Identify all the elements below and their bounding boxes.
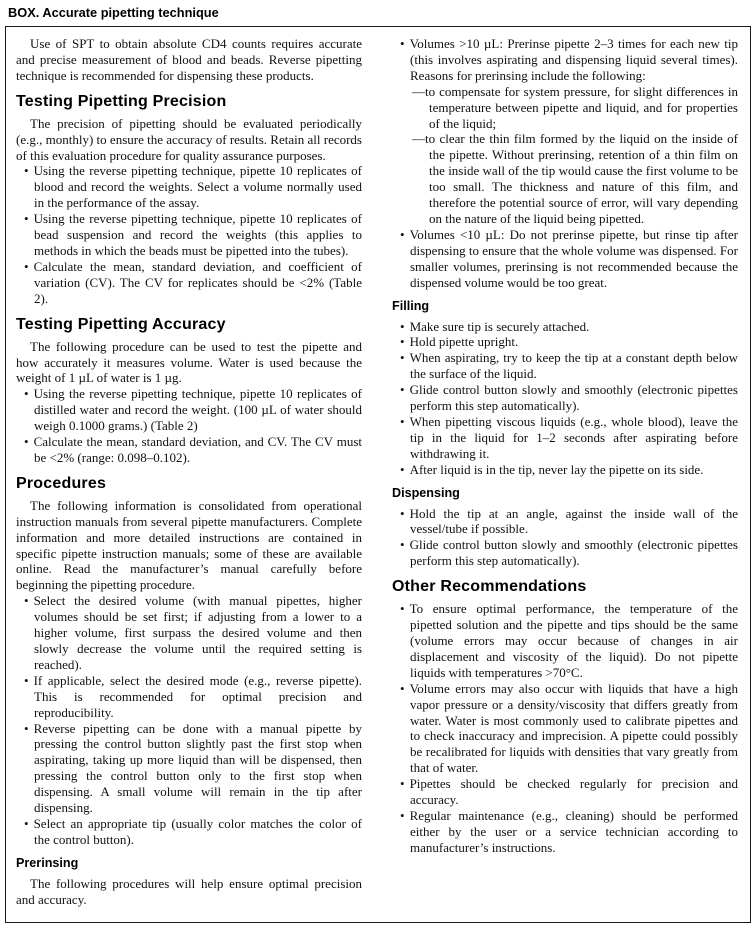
bullet-icon: • <box>400 334 405 350</box>
paragraph: The following procedures will help ensure optimal precision and accuracy. <box>16 875 362 907</box>
item-text: Calculate the mean, standard deviation, and CV. The CV must be <2% (range: 0.098–0.102). <box>33 434 362 465</box>
section-heading: Testing Pipetting Accuracy <box>16 315 226 333</box>
bullet-icon: • <box>24 163 29 179</box>
item-text: When aspirating, try to keep the tip at a constant depth below the surface of the liquid. <box>409 350 738 382</box>
box-title: BOX. Accurate pipetting technique <box>8 5 219 20</box>
dash-item <box>392 84 738 132</box>
item-text: Volumes >10 µL: Prerinse pipette 2–3 times for each new tip (this involves aspirating and dispensing liquid several times). Reasons for prerinsing include the following: <box>409 36 738 83</box>
item-text: To ensure optimal performance, the temperature of the pipetted solution and the pipette and tips should be the same (volume errors may occur because of changes in air displacement and viscosity of the liquid). Do not pipette liquids with temperatures >70°C. <box>409 601 738 680</box>
bullet-item <box>392 382 738 414</box>
bullet-item <box>392 808 738 856</box>
item-text: Volume errors may also occur with liquids that have a high vapor pressure or a density/viscosity that differs greatly from water. Water is most commonly used to calibrate pipettes and to check inaccuracy and imprecision. A pipette could possibly be recalibrated for liquids with densities that vary greatly from that of water. <box>409 680 738 776</box>
bullet-icon: • <box>400 382 405 398</box>
paragraph: Use of SPT to obtain absolute CD4 counts requires accurate and precise measurement of blood and beads. Reverse pipetting technique is recommended for dispensing these products. <box>16 36 362 83</box>
item-text: Using the reverse pipetting technique, pipette 10 replicates of blood and record the weights. Select a volume normally used in the performance of the assay. <box>33 163 362 211</box>
bullet-icon: • <box>400 807 405 823</box>
bullet-item <box>16 386 362 434</box>
bullet-icon: • <box>400 776 405 792</box>
bullet-icon: • <box>24 815 29 831</box>
item-text: Hold the tip at an angle, against the inside wall of the vessel/tube if possible. <box>409 505 738 537</box>
bullet-icon: • <box>24 258 29 274</box>
bullet-item <box>392 36 738 84</box>
bullet-item <box>16 259 362 307</box>
subsection-heading: Filling <box>392 298 430 313</box>
bullet-item <box>392 601 738 681</box>
item-text: Hold pipette upright. <box>409 334 519 350</box>
bullet-item <box>392 776 738 808</box>
bullet-item <box>16 211 362 259</box>
left-column <box>16 36 362 908</box>
item-text: Select an appropriate tip (usually color matches the color of the control button). <box>33 815 362 847</box>
paragraph: The following information is consolidated from operational instruction manuals from several pipette manufacturers. Complete information and more detailed instructions are contained in specific pipette instruction manuals; some of these are available online. Read the manufacturer’s manual carefully before beginning the pipetting procedure. <box>16 497 362 593</box>
paragraph: The precision of pipetting should be evaluated periodically (e.g., monthly) to ensure the accuracy of results. Retain all records of this evaluation procedure for quality assurance purposes. <box>16 115 362 163</box>
bullet-item <box>392 350 738 382</box>
bullet-item <box>392 506 738 538</box>
bullet-icon: • <box>24 593 29 609</box>
item-text: Pipettes should be checked regularly for precision and accuracy. <box>409 776 738 808</box>
item-text: When pipetting viscous liquids (e.g., whole blood), leave the tip in the liquid for 1–2 seconds after aspirating before withdrawing it. <box>409 413 738 461</box>
bullet-item <box>16 163 362 211</box>
item-text: Glide control button slowly and smoothly (electronic pipettes perform this step automatically). <box>409 537 738 569</box>
bullet-item <box>16 434 362 466</box>
bullet-item <box>392 414 738 462</box>
item-text: Using the reverse pipetting technique, pipette 10 replicates of bead suspension and record the weights (this applies to methods in which the beads must be pipetted into the tubes). <box>33 211 362 258</box>
bullet-icon: • <box>400 413 405 429</box>
subsection-heading: Dispensing <box>392 485 460 500</box>
section-heading: Procedures <box>16 474 107 492</box>
bullet-icon: • <box>24 672 29 688</box>
bullet-icon: • <box>400 36 405 51</box>
dash-item <box>392 131 738 226</box>
bullet-item <box>392 681 738 776</box>
bullet-item <box>16 673 362 721</box>
item-text: to clear the thin film formed by the liquid on the inside of the pipette. Without prerinsing, retention of a thin film on the inside wall of the tip would cause the first volume to be too small. The thickness and nature of this film, and therefore the potential source of error, will vary depending on the nature of the liquid being pipetted. <box>425 131 738 226</box>
right-column <box>392 36 738 908</box>
bullet-icon: • <box>24 386 29 402</box>
item-text: Glide control button slowly and smoothly (electronic pipettes perform this step automatically). <box>409 382 738 414</box>
bullet-icon: • <box>400 505 405 521</box>
item-text: After liquid is in the tip, never lay the pipette on its side. <box>409 461 704 477</box>
bullet-item <box>392 462 738 478</box>
item-text: Volumes <10 µL: Do not prerinse pipette, but rinse tip after dispensing to ensure that the whole volume was dispensed. For smaller volumes, prerinsing is not recommended because the dispensed volume would be too great. <box>409 226 738 290</box>
bullet-item <box>392 319 738 335</box>
bullet-item <box>392 334 738 350</box>
bullet-icon: • <box>400 350 405 366</box>
item-text: Calculate the mean, standard deviation, and coefficient of variation (CV). The CV for replicates should be <2% (Table 2). <box>33 258 362 306</box>
bullet-icon: • <box>400 601 405 617</box>
item-text: Make sure tip is securely attached. <box>409 318 590 334</box>
content-box <box>5 26 751 923</box>
bullet-item <box>392 537 738 569</box>
item-text: Regular maintenance (e.g., cleaning) should be performed either by the user or a service technician according to manufacturer’s instructions. <box>409 807 738 855</box>
bullet-icon: • <box>24 434 29 450</box>
bullet-item <box>392 227 738 291</box>
paragraph: The following procedure can be used to test the pipette and how accurately it measures volume. Water is used because the weight of 1 µL of water is 1 µg. <box>16 338 362 386</box>
bullet-icon: • <box>400 461 405 477</box>
item-text: Select the desired volume (with manual pipettes, higher volumes should be set first; if adjusting from a lower to a higher volume, first surpass the desired volume and then slowly decrease the volume until the required setting is reached). <box>33 593 362 672</box>
item-text: Using the reverse pipetting technique, pipette 10 replicates of distilled water and record the weight. (100 µL of water should weigh 0.1000 grams.) (Table 2) <box>33 386 362 434</box>
bullet-icon: • <box>24 211 29 227</box>
item-text: to compensate for system pressure, for slight differences in temperature between pipette and liquid, and for properties of the liquid; <box>425 83 738 131</box>
bullet-icon: • <box>400 680 405 696</box>
section-heading: Testing Pipetting Precision <box>16 92 227 110</box>
bullet-item <box>16 721 362 816</box>
bullet-icon: • <box>400 537 405 553</box>
subsection-heading: Prerinsing <box>16 855 79 870</box>
bullet-item <box>16 816 362 848</box>
dash-icon: — <box>412 131 425 147</box>
dash-icon: — <box>412 83 425 99</box>
bullet-item <box>16 593 362 673</box>
item-text: If applicable, select the desired mode (e.g., reverse pipette). This is recommended for optimal precision and reproducibility. <box>33 672 362 720</box>
section-heading: Other Recommendations <box>392 578 587 596</box>
item-text: Reverse pipetting can be done with a manual pipette by pressing the control button slightly past the first stop when aspirating, taking up more liquid than will be dispensed, then pressing the control button only to the first stop when dispensing. A small volume will remain in the tip after dispensing. <box>33 720 362 816</box>
bullet-icon: • <box>400 318 405 334</box>
bullet-icon: • <box>400 226 405 242</box>
bullet-icon: • <box>24 720 29 736</box>
